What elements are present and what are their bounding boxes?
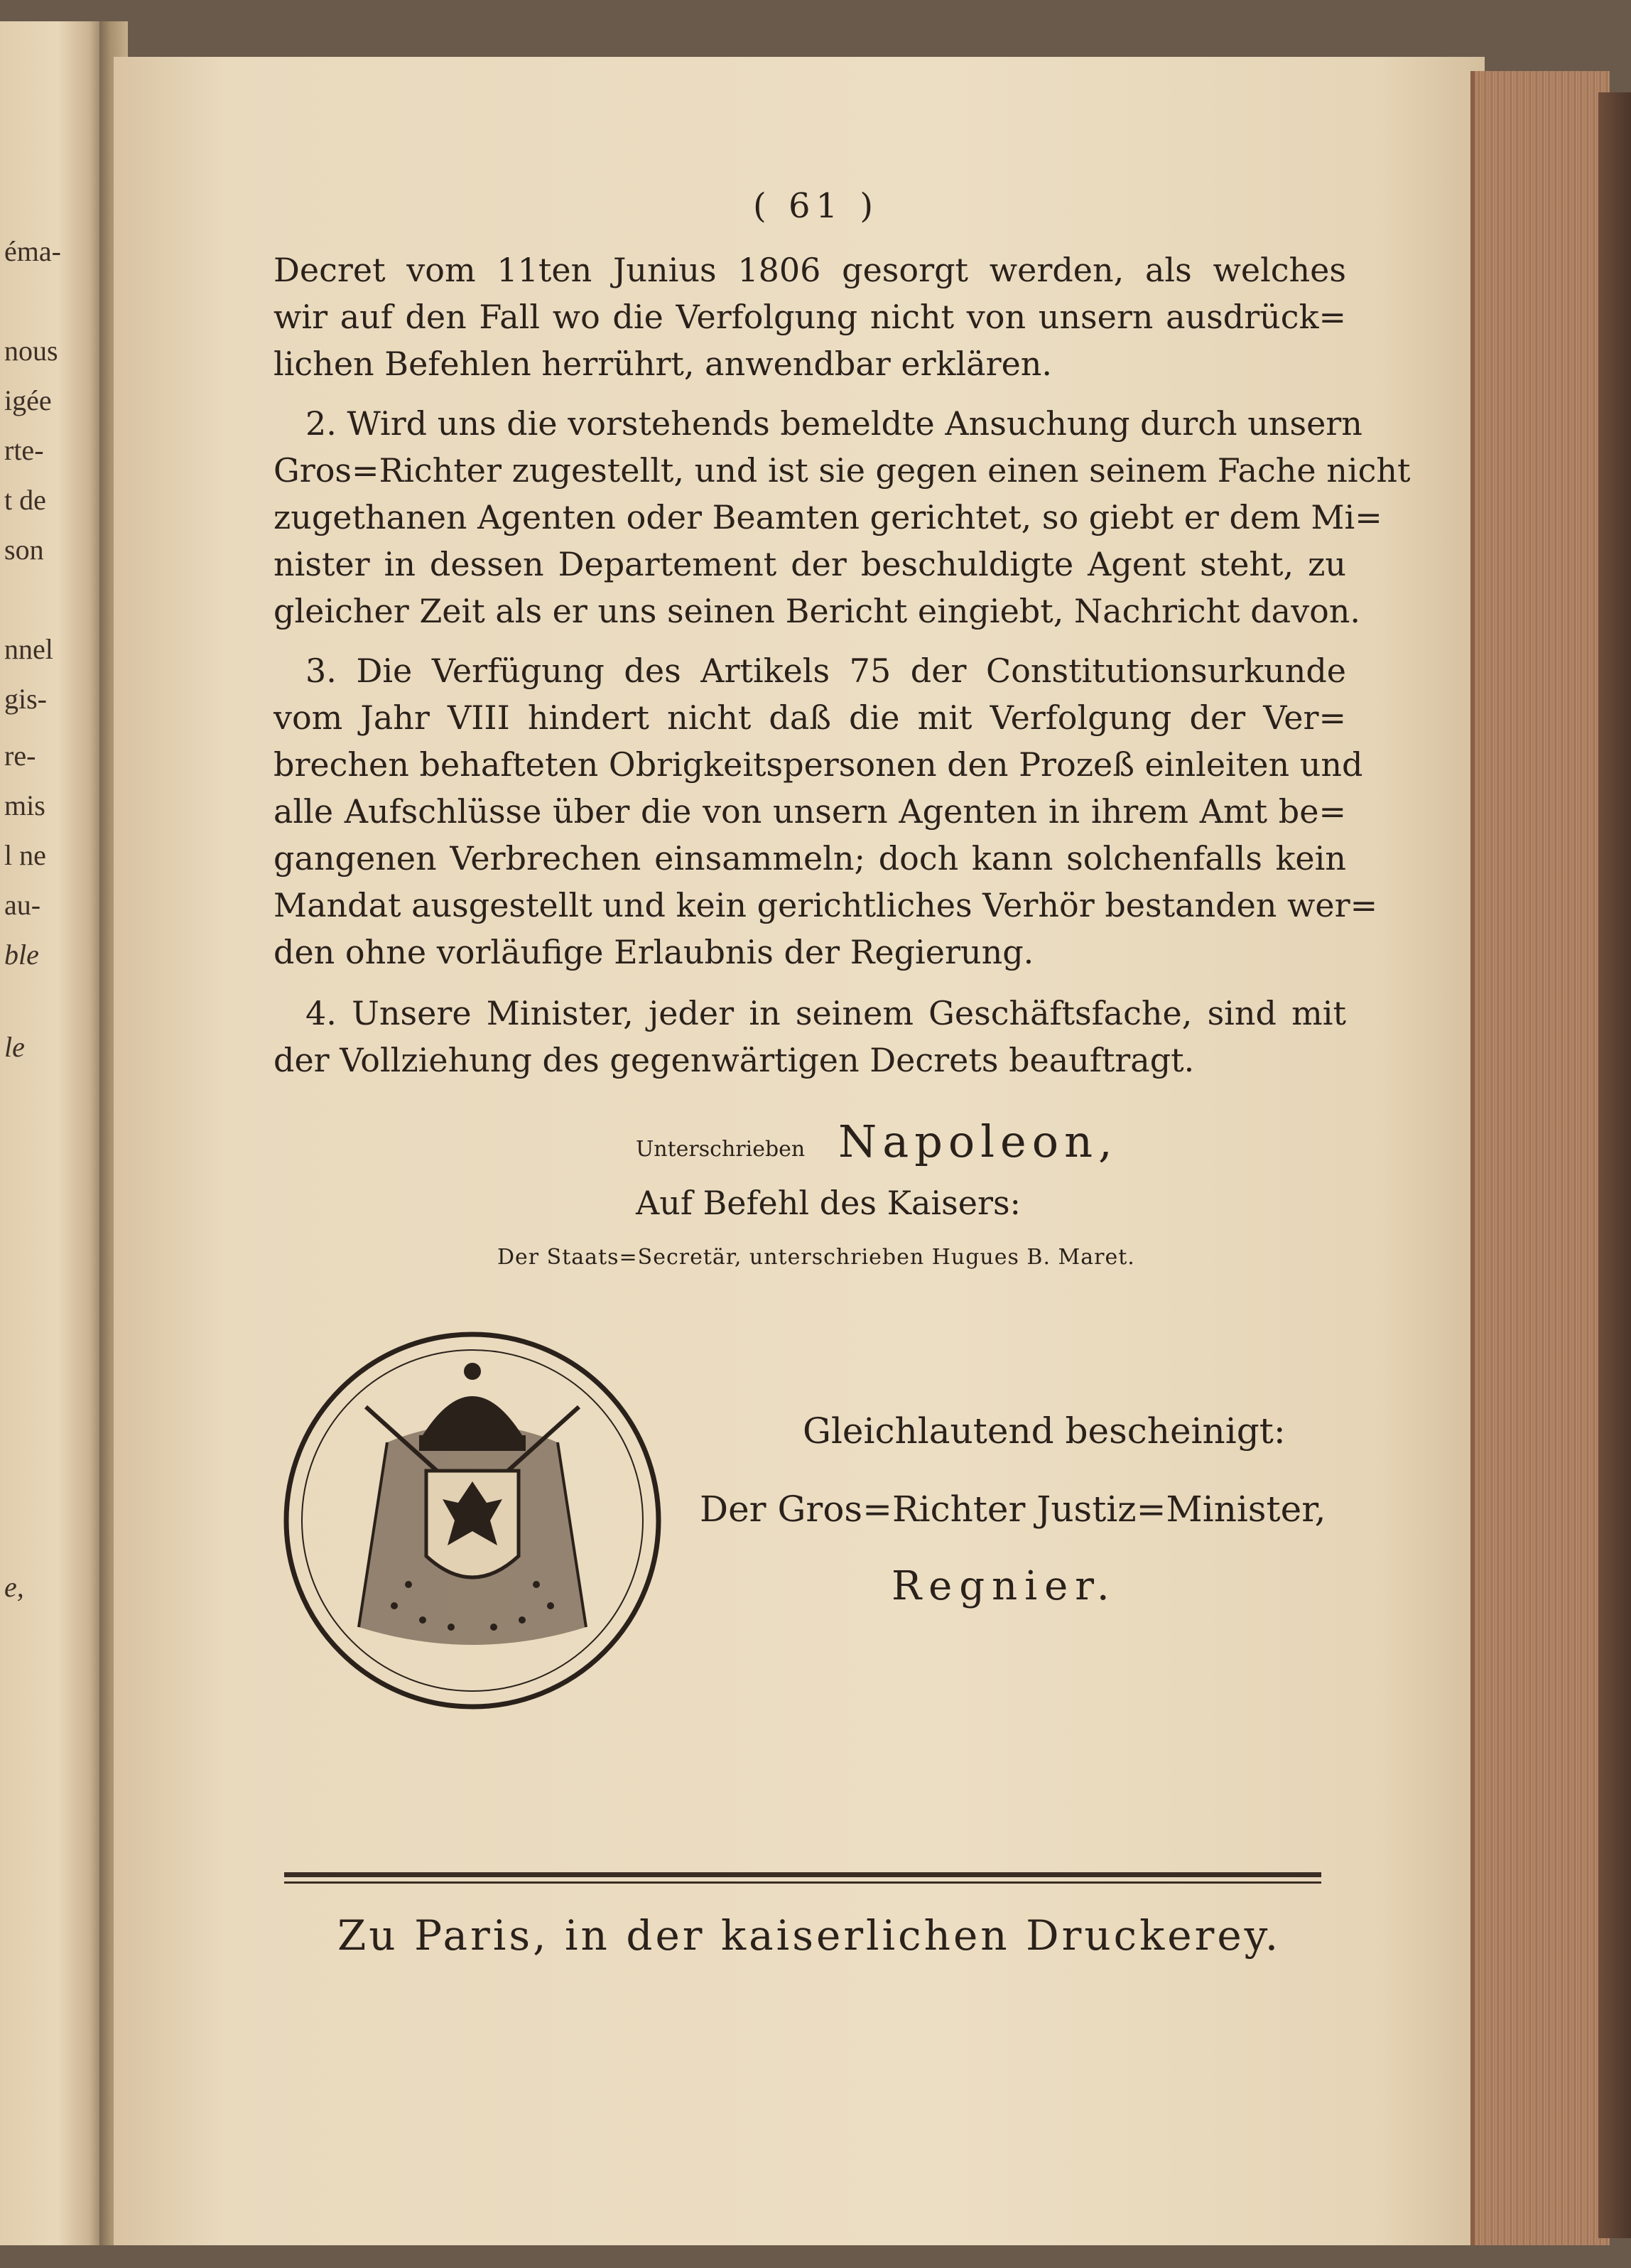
left-fragment: l ne: [4, 839, 46, 871]
left-fragment: nous: [4, 335, 58, 367]
text-line: wir auf den Fall wo die Verfolgung nicht von unsern ausdrück=: [273, 298, 1346, 336]
left-fragment: nnel: [4, 633, 53, 665]
left-fragment: le: [4, 1031, 25, 1063]
double-rule: [284, 1872, 1321, 1877]
left-fragment: e,: [4, 1571, 24, 1603]
double-rule: [284, 1881, 1321, 1884]
text-line: Mandat ausgestellt und kein gerichtliches Verhör bestanden wer=: [273, 886, 1378, 924]
text-line: zugethanen Agenten oder Beamten gerichtet, so giebt er dem Mi=: [273, 498, 1382, 536]
signed-label: Unterschrieben: [636, 1137, 806, 1162]
left-fragment: éma-: [4, 235, 61, 267]
text-line: der Vollziehung des gegenwärtigen Decrets beauftragt.: [273, 1041, 1195, 1079]
text-line: lichen Befehlen herrührt, anwendbar erklären.: [273, 345, 1053, 383]
left-fragment: t de: [4, 484, 46, 516]
text-line: gleicher Zeit als er uns seinen Bericht eingiebt, Nachricht davon.: [273, 592, 1361, 630]
imprint-line: Zu Paris, in der kaiserlichen Druckerey.: [337, 1911, 1282, 1960]
text-line: vom Jahr VIII hindert nicht daß die mit Verfolgung der Ver=: [273, 698, 1346, 737]
text-line: 4. Unsere Minister, jeder in seinem Geschäftsfache, sind mit: [305, 994, 1346, 1032]
text-line: nister in dessen Departement der beschuldigte Agent steht, zu: [273, 545, 1346, 583]
page-block-edge: [1470, 71, 1610, 2245]
text-line: 2. Wird uns die vorstehends bemeldte Ansuchung durch unsern: [305, 404, 1362, 443]
order-line: Auf Befehl des Kaisers:: [636, 1184, 1022, 1222]
text-line: alle Aufschlüsse über die von unsern Agenten in ihrem Amt be=: [273, 792, 1346, 831]
left-fragment: au-: [4, 889, 41, 921]
text-line: Decret vom 11ten Junius 1806 gesorgt werden, als welches: [273, 251, 1346, 289]
left-fragment: re-: [4, 740, 36, 772]
text-line: Gros=Richter zugestellt, und ist sie gegen einen seinem Fache nicht: [273, 451, 1411, 490]
text-line: den ohne vorläufige Erlaubnis der Regierung.: [273, 933, 1034, 971]
left-fragment: son: [4, 534, 44, 566]
imperial-seal-icon: [281, 1329, 664, 1712]
left-fragment: gis-: [4, 683, 47, 715]
book-cover-edge: [1598, 92, 1631, 2238]
secretary-line: Der Staats=Secretär, unterschrieben Hugues B. Maret.: [497, 1245, 1135, 1270]
page-number: ( 61 ): [753, 186, 879, 226]
certification-line: Der Gros=Richter Justiz=Minister,: [700, 1489, 1326, 1530]
text-line: gangenen Verbrechen einsammeln; doch kann solchenfalls kein: [273, 839, 1346, 878]
left-fragment: mis: [4, 789, 45, 821]
left-fragment: igée: [4, 384, 52, 416]
previous-page-strip: [0, 21, 105, 2245]
left-fragment: ble: [4, 939, 39, 971]
left-fragment: rte-: [4, 434, 44, 466]
certifier-name: Regnier.: [892, 1563, 1117, 1609]
text-line: 3. Die Verfügung des Artikels 75 der Constitutionsurkunde: [305, 652, 1346, 690]
text-line: brechen behafteten Obrigkeitspersonen den Prozeß einleiten und: [273, 745, 1363, 784]
certification-line: Gleichlautend bescheinigt:: [803, 1410, 1286, 1452]
signed-name: Napoleon,: [838, 1116, 1118, 1167]
